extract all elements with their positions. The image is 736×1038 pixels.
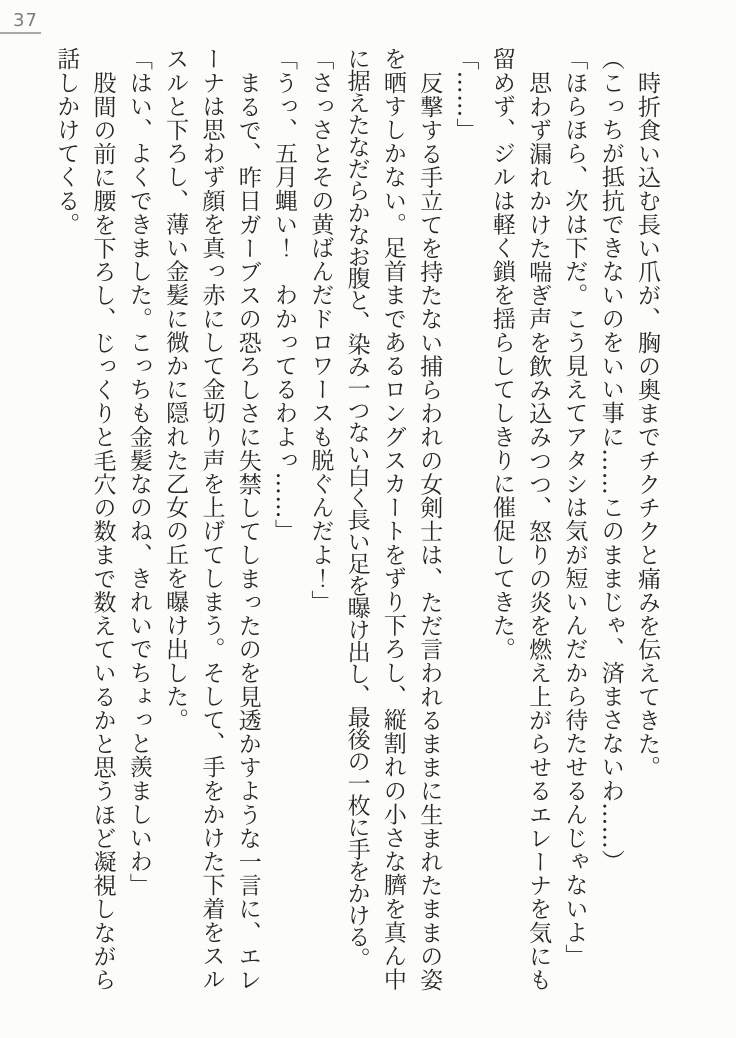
text-line-15: 「はい、よくできました。こっちも金髪なのね、きれいでちょっと羨ましいわ」 xyxy=(125,47,152,897)
text-line-6: 「……」 xyxy=(452,47,479,142)
page-number: 37 xyxy=(13,10,38,31)
text-line-12: まるで、昨日ガーブスの恐ろしさに失禁してしまったのを見透かすような一言に、エレ xyxy=(234,70,261,991)
text-line-8: を晒すしかない。足首まであるロングスカートをずり下ろし、縦割れの小さな臍を真ん中 xyxy=(379,47,406,991)
text-line-4: 思わず漏れかけた喘ぎ声を飲み込みつつ、怒りの炎を燃え上がらせるエレーナを気にも xyxy=(525,70,552,991)
text-line-13: ーナは思わず顔を真っ赤にして金切り声を上げてしまう。そして、手をかけた下着をスル xyxy=(198,47,225,991)
text-line-7: 反撃する手立てを持たない捕らわれの女剣士は、ただ言われるままに生まれたままの姿 xyxy=(416,70,443,991)
text-line-1: 時折食い込む長い爪が、胸の奥までチクチクと痛みを伝えてきた。 xyxy=(634,70,660,779)
text-line-16: 股間の前に腰を下ろし、じっくりと毛穴の数まで数えているかと思うほど凝視しながら xyxy=(89,70,116,991)
text-line-10: 「さっさとその黄ばんだドロワースも脱ぐんだよ！」 xyxy=(307,47,334,614)
text-line-3: 「ほらほら、次は下だ。こう見えてアタシは気が短いんだから待たせるんじゃないよ」 xyxy=(561,47,588,968)
text-line-2: （こっちが抵抗できないのをいい事に……このままじゃ、済まさないわ……） xyxy=(597,47,624,873)
page-number-rule xyxy=(0,32,41,34)
text-line-11: 「うっ、五月蝿い！ わかってるわよっ……」 xyxy=(271,47,298,543)
text-line-5: 留めず、ジルは軽く鎖を揺らしてしきりに催促してきた。 xyxy=(488,47,515,661)
text-line-9: に据えたなだらかなお腹と、染み一つない白く長い足を曝け出し、最後の一枚に手をかける。 xyxy=(343,47,370,969)
text-line-17: 話しかけてくる。 xyxy=(53,47,80,236)
vertical-text-block xyxy=(48,47,665,991)
text-line-14: スルと下ろし、薄い金髪に微かに隠れた乙女の丘を曝け出した。 xyxy=(162,47,189,732)
